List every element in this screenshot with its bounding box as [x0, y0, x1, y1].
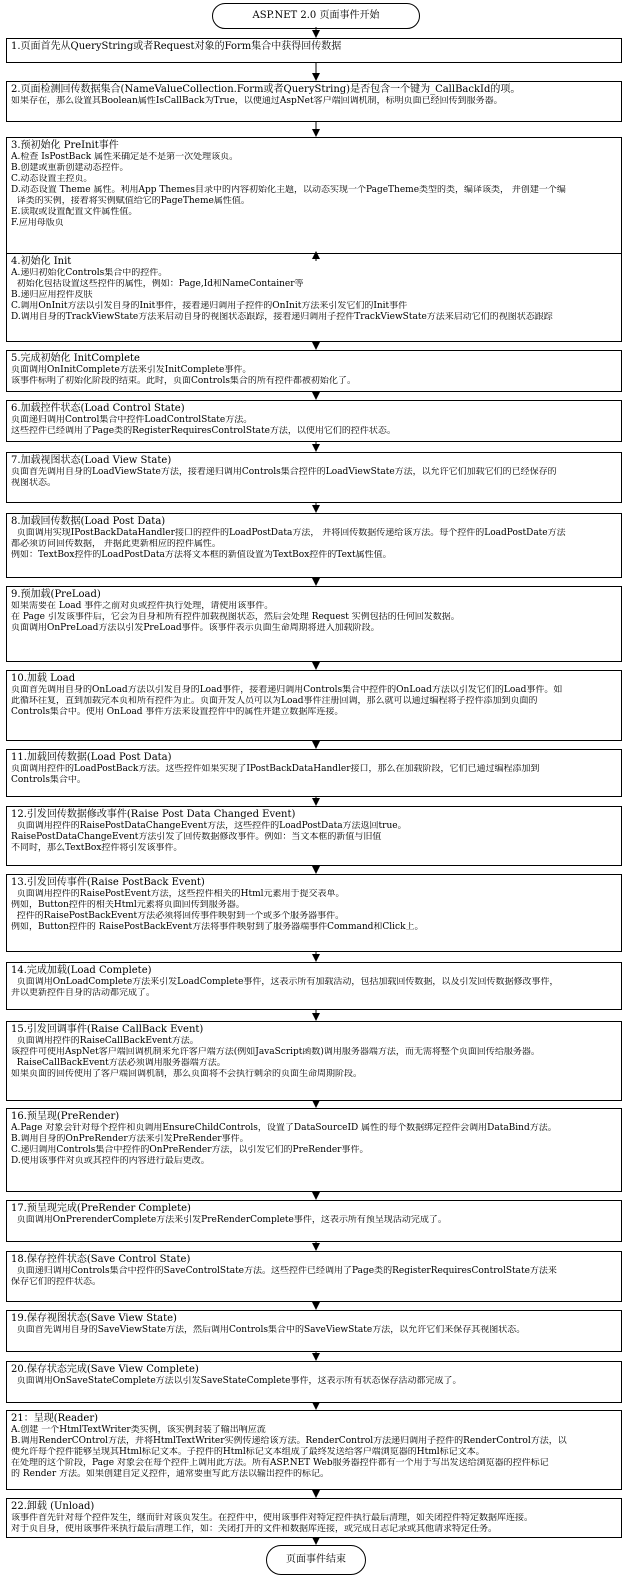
step-text-line: 保存它们的控件状态。: [11, 1277, 102, 1287]
step-text-line: E.读取或设置配置文件属性值。: [11, 207, 138, 217]
step-text-line: 页面调用实现IPostBackDataHandler接口的控件的LoadPostData方法， 并将回传数据传递给该方法。每个控件的LoadPostDate方法: [11, 528, 566, 538]
step-title: 9.预加载(PreLoad): [11, 589, 101, 600]
step-text-line: A.Page 对象会针对每个控件和页调用EnsureChildControls，设置了DataSourceID 属性的每个数据绑定控件会调用DataBind方法。: [11, 1123, 557, 1133]
step-text-line: 如果页面的回传使用了客户端回调机制，那么页面将不会执行剩余的页面生命周期阶段。: [11, 1069, 363, 1079]
step-title: 10.加载 Load: [11, 673, 76, 684]
step-text-line: B.调用自身的OnPreRender方法来引发PreRender事件。: [11, 1134, 249, 1144]
step-text-line: C.递归调用Controls集合中控件的OnPreRender方法，以引发它们的PreRender事件。: [11, 1145, 369, 1155]
step-text-line: 页面调用OnSaveStateComplete方法以引发SaveStateComplete事件，这表示所有状态保存活动都完成了。: [11, 1376, 462, 1386]
step-text-line: 页面调用OnPrerenderComplete方法来引发PreRenderComplete事件，这表示所有预呈现活动完成了。: [11, 1215, 447, 1225]
step-text-line: 页面调用控件的RaiseCallBackEvent方法。: [11, 1036, 199, 1046]
step-text-line: A.检查 IsPostBack 属性来确定是不是第一次处理该页。: [11, 152, 239, 162]
step-text-line: D.调用自身的TrackViewState方法来启动自身的视图状态跟踪，接着递归调用子控件TrackViewState方法来启动它们的视图状态跟踪: [11, 312, 553, 322]
step-text-line: 该事件首先针对每个控件发生，继而针对该页发生。在控件中，使用该事件对特定控件执行最后清理，如关闭控件特定数据库连接。: [11, 1513, 534, 1523]
step-title: 21：呈现(Reader): [11, 1413, 99, 1424]
step-title: 19.保存视图状态(Save View State): [11, 1313, 177, 1324]
step-text-line: 页面首先调用自身的OnLoad方法以引发自身的Load事件，接着递归调用Controls集合中控件的OnLoad方法以引发它们的Load事件。如: [11, 685, 563, 695]
step-text-line: 页面调用控件的LoadPostBack方法。这些控件如果实现了IPostBackDataHandler接口，那么在加载阶段，它们已通过编程添加到: [11, 764, 540, 774]
step-title: 11.加载回传数据(Load Post Data): [11, 752, 172, 763]
step-text-line: Controls集合中。使用 OnLoad 事件方法来设置控件中的属性并建立数据库连接。: [11, 707, 344, 717]
step-title: 14.完成加载(Load Complete): [11, 965, 152, 976]
step-title: 1.页面首先从QueryString或者Request对象的Form集合中获得回传数据: [11, 41, 342, 52]
step-title: 16.预呈现(PreRender): [11, 1111, 120, 1122]
step-text-line: 如果需要在 Load 事件之前对页或控件执行处理，请使用该事件。: [11, 601, 274, 611]
step-title: 3.预初始化 PreInit事件: [11, 140, 119, 151]
step-text-line: B.调用RenderCOntrol方法，并将HtmlTextWriter实例传递给该方法。RenderControl方法递归调用子控件的RenderControl方法，以: [11, 1436, 567, 1446]
step-text-line: 例如，Button控件的 RaisePostBackEvent方法将事件映射到了服务器端事件Command和Click上。: [11, 922, 424, 932]
step-text-line: 页面首先调用自身的SaveViewState方法，然后调用Controls集合中的SaveViewState方法，以允许它们来保存其视图状态。: [11, 1325, 526, 1335]
step-text-line: A.创建 一个HtmlTextWriter类实例，该实例封装了输出响应流: [11, 1425, 266, 1435]
step-text-line: 页面首先调用自身的LoadViewState方法，接着递归调用Controls集合控件的LoadViewState方法，以允许它们加载它们的已经保存的: [11, 467, 557, 477]
step-title: 4.初始化 Init: [11, 256, 72, 267]
step-text-line: A.递归初始化Controls集合中的控件。: [11, 268, 168, 278]
step-text-line: 页面调用控件的RaisePostDataChangeEvent方法，这些控件的LoadPostData方法返回true。: [11, 821, 407, 831]
step-text-line: 页面调用OnInitComplete方法来引发InitComplete事件。: [11, 365, 252, 375]
step-title: 13.引发回传事件(Raise PostBack Event): [11, 877, 205, 888]
step-title: 18.保存控件状态(Save Control State): [11, 1254, 191, 1265]
step-title: 20.保存状态完成(Save View Complete): [11, 1364, 199, 1375]
step-text-line: 该控件可使用AspNet客户端回调机制来允许客户端方法(例如JavaScript函数)调用服务器端方法，而无需将整个页面回传给服务器。: [11, 1047, 540, 1057]
step-text-line: 都必须访问回传数据， 并据此更新相应的控件属性。: [11, 539, 221, 549]
step-text-line: RaisePostDataChangeEvent方法引发了回传数据修改事件。例如：当文本框的新值与旧值: [11, 832, 382, 842]
step-text-line: 初始化包括设置这些控件的属性，例如：Page,Id和NameContainer等: [11, 279, 304, 289]
step-text-line: 便允许每个控件能够呈现其Html标记文本。子控件的Html标记文本组成了最终发送给客户端浏览器的Html标记文本。: [11, 1447, 485, 1457]
step-text-line: 的 Render 方法。如果创建自定义控件，通常要重写此方法以输出控件的标记。: [11, 1469, 330, 1479]
step-text-line: 对于页自身，使用该事件来执行最后清理工作，如：关闭打开的文件和数据库连接，或完成日志记录或其他请求特定任务。: [11, 1524, 498, 1534]
step-text-line: 不同时，那么TextBox控件将引发该事件。: [11, 843, 183, 853]
step-text-line: Controls集合中。: [11, 775, 86, 785]
step-text-line: 页面调用控件的RaisePostEvent方法，这些控件相关的Html元素用于提交表单。: [11, 889, 345, 899]
step-title: 8.加载回传数据(Load Post Data): [11, 516, 166, 527]
step-text-line: 视图状态。: [11, 478, 57, 488]
step-text-line: B.递归应用控件皮肤: [11, 290, 93, 300]
step-text-line: 页面调用OnPreLoad方法以引发PreLoad事件。该事件表示页面生命周期将进入加载阶段。: [11, 623, 380, 633]
step-text-line: 该事件标明了初始化阶段的结束。此时，页面Controls集合的所有控件都被初始化了。: [11, 376, 356, 386]
step-text-line: 控件的RaisePostBackEvent方法必须将回传事件映射到一个或多个服务器事件。: [11, 911, 345, 921]
step-text-line: RaiseCallBackEvent方法必须调用服务器端方法。: [11, 1058, 226, 1068]
step-text-line: 并以更新控件自身的活动都完成了。: [11, 988, 156, 998]
end-label: 页面事件结束: [286, 1554, 346, 1565]
step-text-line: 页面调用OnLoadComplete方法来引发LoadComplete事件，这表示所有加载活动，包括加载回传数据，以及引发回传数据修改事件，: [11, 977, 559, 987]
start-label: ASP.NET 2.0 页面事件开始: [252, 10, 380, 21]
step-text-line: B.创建或重新创建动态控件。: [11, 163, 129, 173]
step-text-line: 页面递归调用Control集合中控件LoadControlState方法。: [11, 415, 253, 425]
step-title: 5.完成初始化 InitComplete: [11, 353, 140, 364]
step-title: 7.加载视图状态(Load View State): [11, 455, 172, 466]
step-text-line: 例如，Button控件的相关Html元素将页面回传到服务器。: [11, 900, 245, 910]
step-text-line: C.动态设置主控页。: [11, 174, 93, 184]
step-text-line: 页面递归调用Controls集合中控件的SaveControlState方法。这些控件已经调用了Page类的RegisterRequiresControlState方法来: [11, 1266, 557, 1276]
step-text-line: 例如：TextBox控件的LoadPostData方法将文本框的新值设置为TextBox控件的Text属性值。: [11, 550, 392, 560]
step-text-line: 在 Page 引发该事件后，它会为自身和所有控件加载视图状态，然后会处理 Request 实例包括的任何回发数据。: [11, 612, 460, 622]
step-text-line: F.应用母版页: [11, 218, 64, 228]
step-text-line: D.使用该事件对页或其控件的内容进行最后更改。: [11, 1156, 210, 1166]
step-text-line: 在处理的这个阶段，Page 对象会在每个控件上调用此方法。所有ASP.NET Web服务器控件都有一个用于写出发送给浏览器的控件标记: [11, 1458, 549, 1468]
step-text-line: 此循环往复，直到加载完本页和所有控件为止。页面开发人员可以为Load事件注册回调，那么就可以通过编程将子控件添加到页面的: [11, 696, 538, 706]
step-text-line: C.调用OnInit方法以引发自身的Init事件，接着递归调用子控件的OnInit方法来引发它们的Init事件: [11, 301, 408, 311]
step-text-line: 如果存在，那么设置其Boolean属性IsCallBack为True，以便通过AspNet客户端回调机制，标明页面已经回传到服务器。: [11, 96, 503, 106]
step-title: 15.引发回调事件(Raise CallBack Event): [11, 1024, 204, 1035]
step-title: 17.预呈现完成(PreRender Complete): [11, 1203, 191, 1214]
step-title: 6.加载控件状态(Load Control State): [11, 403, 185, 414]
step-text-line: D.动态设置 Theme 属性。利用App Themes目录中的内容初始化主题，以动态实现一个PageTheme类型的类，编译该类， 并创建一个编: [11, 185, 566, 195]
step-title: 12.引发回传数据修改事件(Raise Post Data Changed Event): [11, 809, 296, 820]
step-title: 2.页面检测回传数据集合(NameValueCollection.Form或者QueryString)是否包含一个键为_CallBackId的项。: [11, 84, 521, 95]
step-title: 22.卸载 (Unload): [11, 1501, 95, 1512]
step-text-line: 译类的实例，接着将实例赋值给它的PageTheme属性值。: [11, 196, 250, 206]
step-text-line: 这些控件已经调用了Page类的RegisterRequiresControlState方法，以使用它们的控件状态。: [11, 426, 396, 436]
